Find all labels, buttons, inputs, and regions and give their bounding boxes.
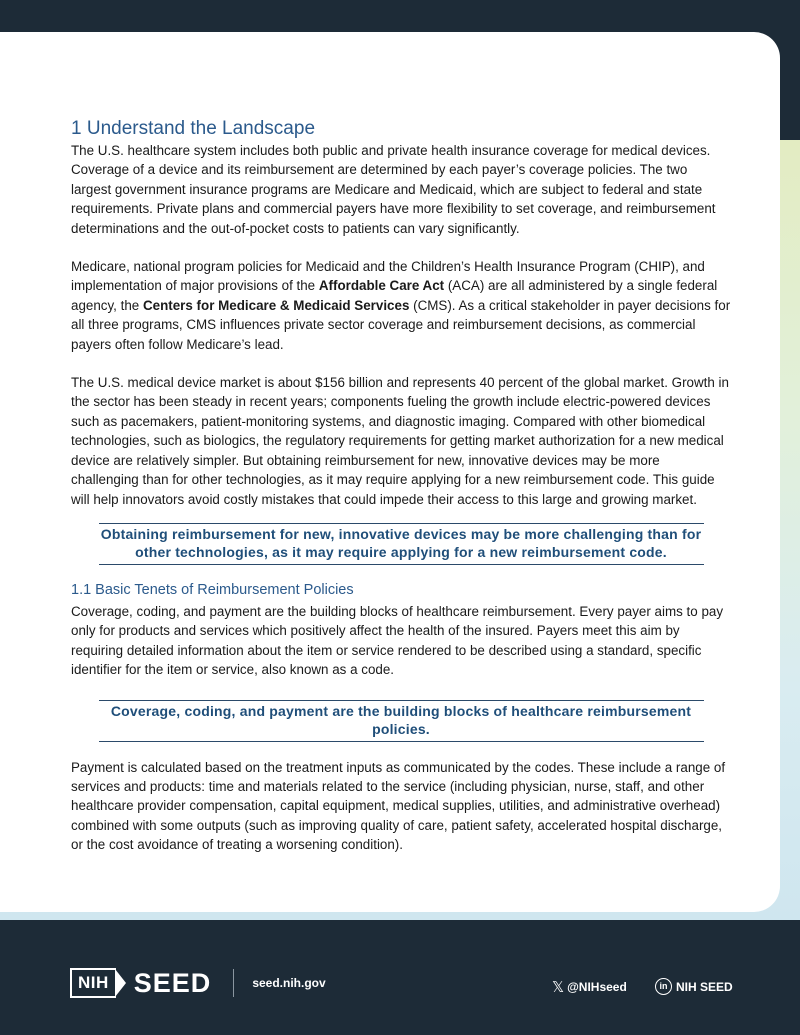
paragraph-payment: Payment is calculated based on the treatment inputs as communicated by the codes. These include a range of services and products: time and materials related to the service (including physician, nurse, staff, and other healthcare provider compensation, capital equipment, medical supplies, utilities, and administrative overhead) combined with some outputs (such as improving quality of care, patient safety, accelerated hospital discharge, or the cost avoidance of treating a worsening condition). [71, 759, 726, 853]
section-heading: 1 Understand the Landscape [71, 118, 316, 139]
paragraph-tenets: Coverage, coding, and payment are the building blocks of healthcare reimbursement. Every payer aims to pay only for products and services which positively affect the health of the insured. Payers meet this aim by requiring detailed information about the item or service rendered to be described using a standard, specific identifier for the item or service, also known as a code. [71, 603, 724, 678]
x-social-link[interactable] [552, 978, 627, 996]
subsection-heading: 1.1 Basic Tenets of Reimbursement Policies [71, 581, 354, 598]
x-handle: @NIHseed [567, 980, 627, 994]
paragraph-text: (ACA) are all administered by a single federal agency, the [71, 278, 718, 313]
paragraph-cms [71, 257, 731, 354]
nih-arrow-icon [115, 969, 126, 997]
linkedin-name: NIH SEED [676, 979, 733, 994]
paragraph-market: The U.S. medical device market is about $156 billion and represents 40 percent of the global market. Growth in the sector has been steady in recent years; components fueling the growth include electric-powered devices such as pacemakers, patient-monitoring systems, and diagnostic imaging. Compared with other biomedical technologies, such as biologics, the regulatory requirements for getting market authorization for a new medical device are relatively simpler. But obtaining reimbursement for new, innovative devices may be more challenging than for other technologies, as it may require applying for a new reimbursement code. This guide will help innovators avoid costly mistakes that could impede their access to this large and growing market. [71, 375, 729, 507]
paragraph-intro: The U.S. healthcare system includes both public and private health insurance coverage for medical devices. Coverage of a device and its reimbursement are determined by each payer’s coverage policies. The two largest government insurance programs are Medicare and Medicaid, which are subject to federal and state requirements. Private plans and commercial payers have more flexibility to set coverage, and reimbursement determinations and the out-of-pocket costs to patients can vary significantly. [71, 143, 716, 236]
paragraph-text: Medicare, national program policies for Medicaid and the Children’s Health Insurance Program (CHIP), and implementation of major provisions of the [71, 259, 705, 294]
seed-logo-text: SEED [133, 968, 212, 998]
pull-quote-building-blocks: Coverage, coding, and payment are the building blocks of healthcare reimbursement policies. [99, 700, 704, 742]
aca-bold-term: Affordable Care Act [318, 278, 445, 294]
footer [0, 940, 800, 1035]
website-link[interactable]: seed.nih.gov [252, 976, 326, 990]
nih-seed-logo[interactable] [70, 968, 326, 998]
footer-divider [233, 969, 234, 997]
linkedin-icon: in [655, 978, 672, 995]
cms-bold-term: Centers for Medicare & Medicaid Services [142, 297, 410, 313]
x-logo-icon: 𝕏 [552, 979, 565, 996]
pull-quote-reimbursement: Obtaining reimbursement for new, innovative devices may be more challenging than for other technologies, as it may require applying for a new reimbursement code. [99, 523, 704, 565]
nih-logo-text: NIH [70, 968, 116, 998]
page-content [71, 117, 731, 855]
linkedin-social-link[interactable] [655, 978, 733, 995]
paragraph-text: (CMS). As a critical stakeholder in payer decisions for all three programs, CMS influences private sector coverage and reimbursement decisions, as commercial payers often follow Medicare’s lead. [71, 297, 731, 352]
